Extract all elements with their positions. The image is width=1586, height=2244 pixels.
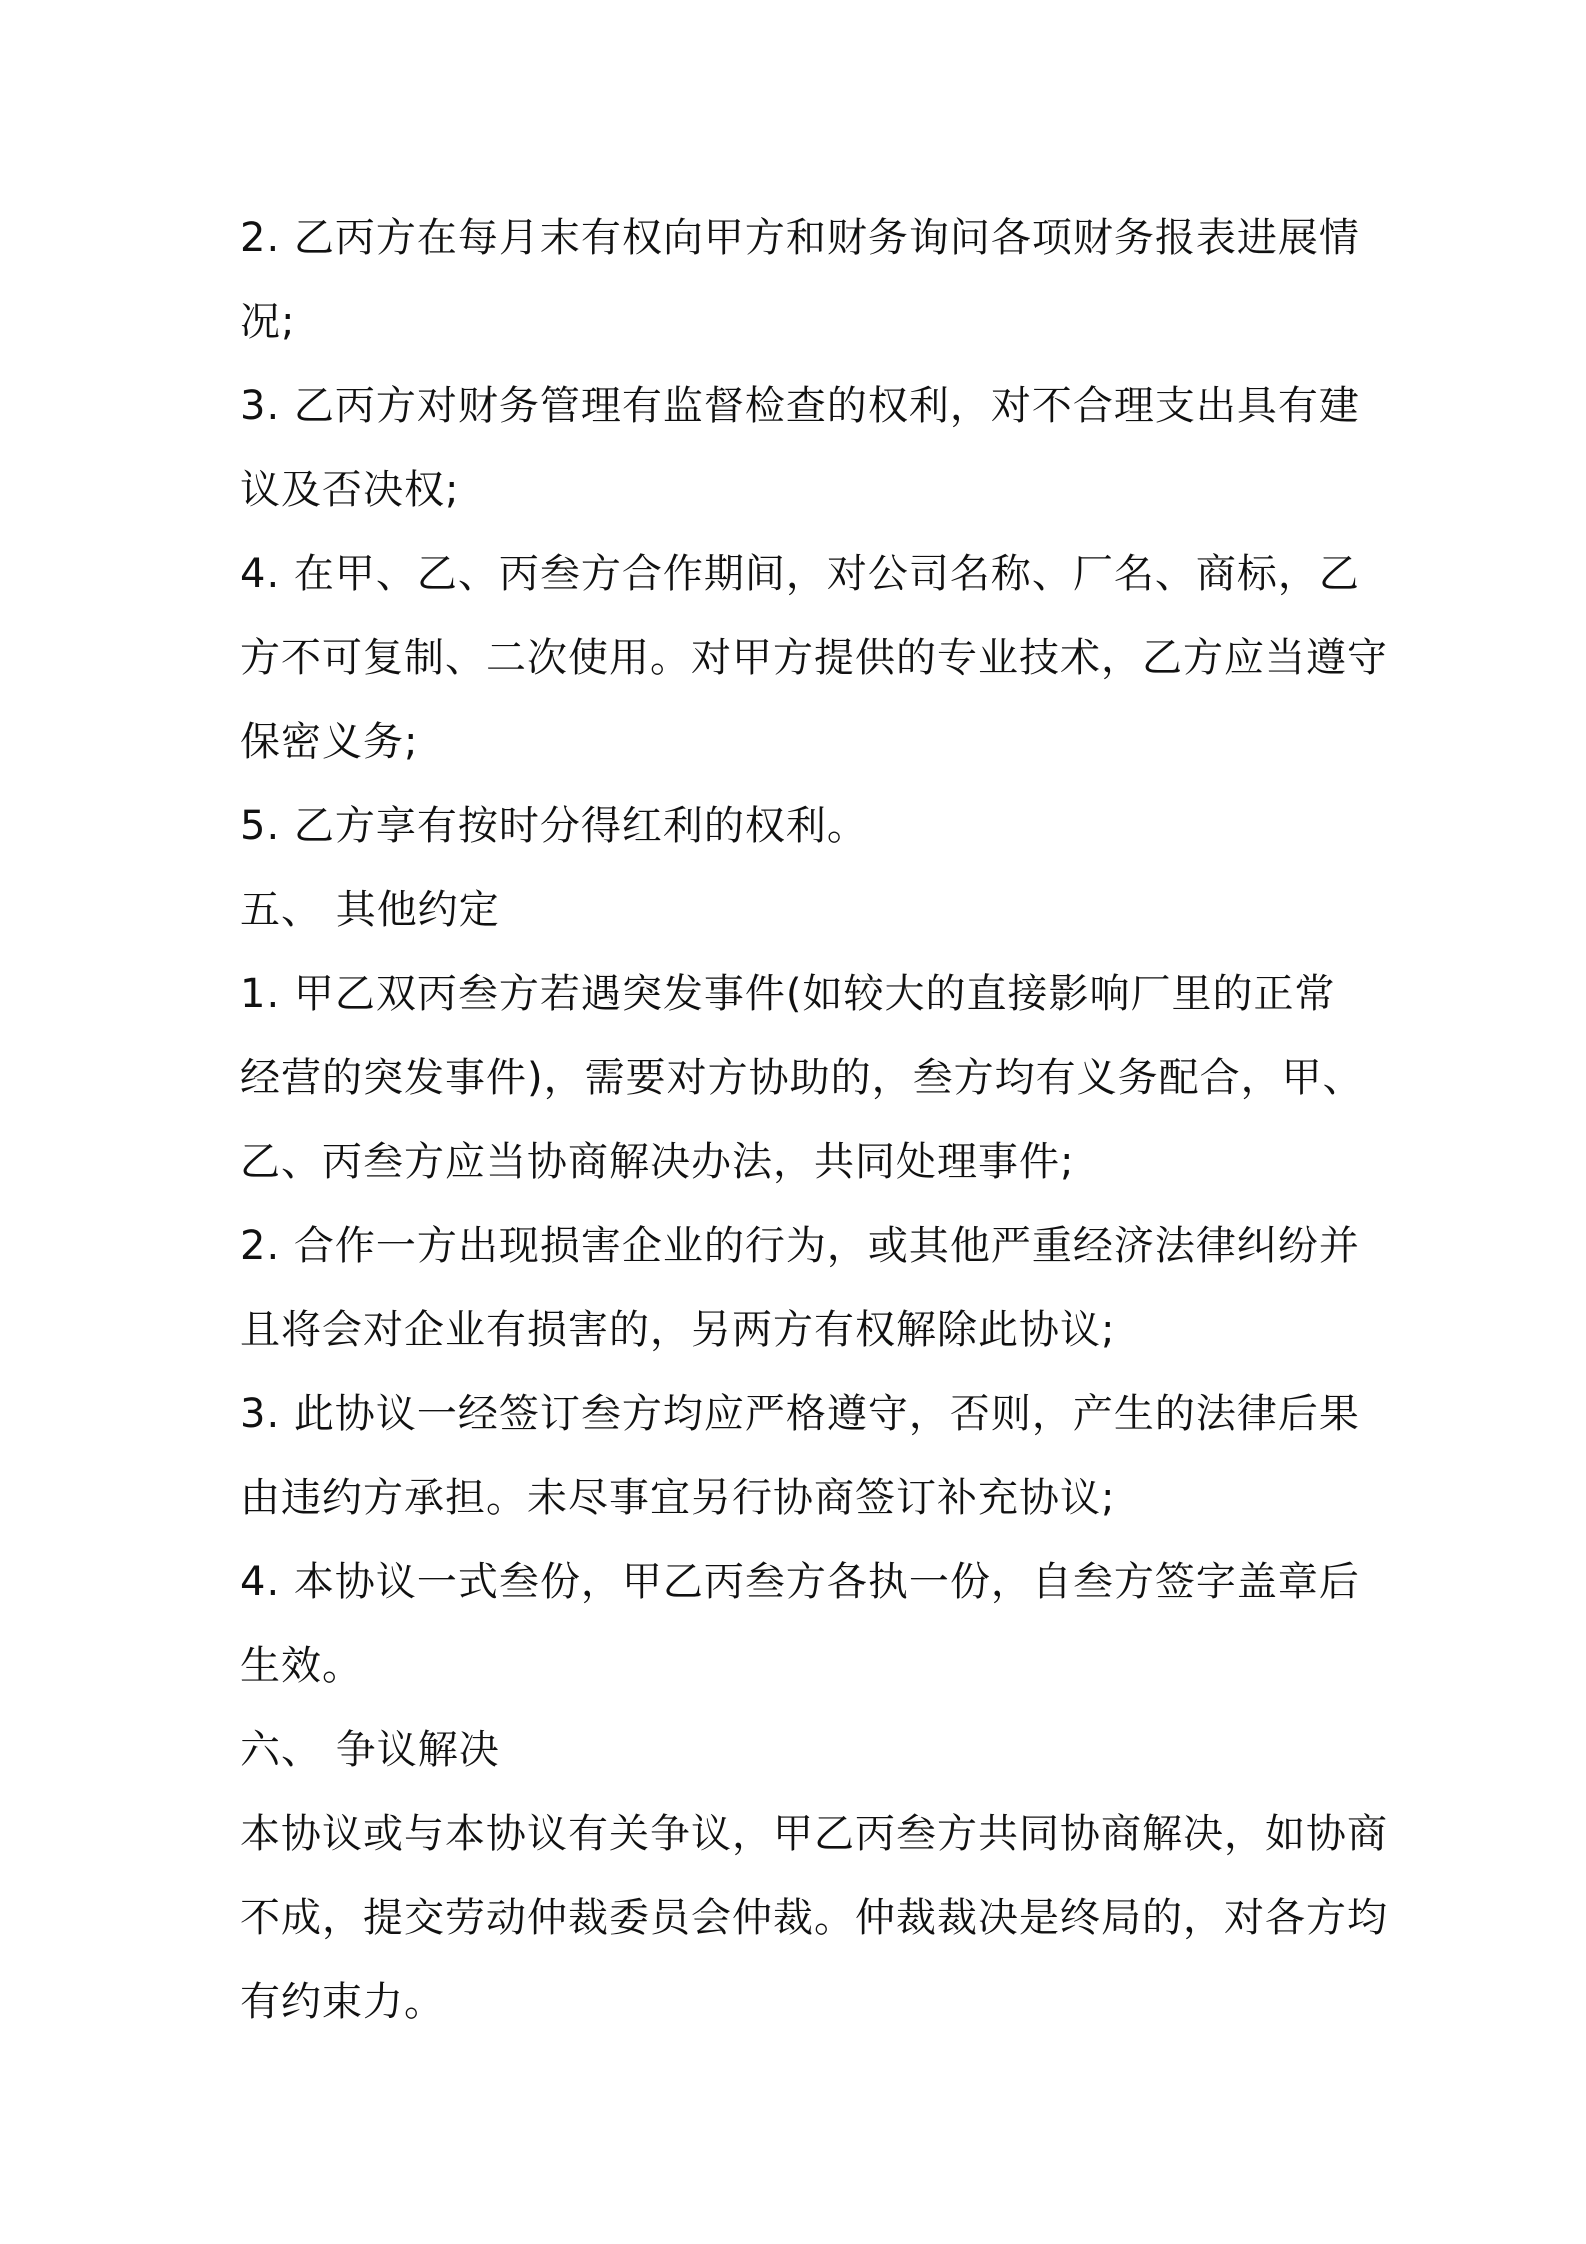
text-line: 2. 乙丙方在每月末有权向甲方和财务询问各项财务报表进展情 — [240, 215, 1360, 261]
document-body — [240, 196, 1388, 2044]
text-line: 况; — [240, 299, 296, 345]
text-line: 且将会对企业有损害的，另两方有权解除此协议; — [240, 1307, 1116, 1353]
text-line: 5. 乙方享有按时分得红利的权利。 — [240, 803, 868, 849]
text-line: 由违约方承担。未尽事宜另行协商签订补充协议; — [240, 1475, 1116, 1521]
section-heading: 六、 争议解决 — [240, 1727, 500, 1773]
text-line: 议及否决权; — [240, 467, 460, 513]
text-line: 保密义务; — [240, 719, 419, 765]
text-line: 乙、丙叁方应当协商解决办法，共同处理事件; — [240, 1139, 1075, 1185]
text-line: 1. 甲乙双丙叁方若遇突发事件(如较大的直接影响厂里的正常 — [240, 971, 1336, 1017]
text-line: 有约束力。 — [240, 1979, 445, 2025]
text-line: 3. 乙丙方对财务管理有监督检查的权利，对不合理支出具有建 — [240, 383, 1360, 429]
text-line: 2. 合作一方出现损害企业的行为，或其他严重经济法律纠纷并 — [240, 1223, 1360, 1269]
text-line: 方不可复制、二次使用。对甲方提供的专业技术，乙方应当遵守 — [240, 635, 1388, 681]
text-line: 4. 在甲、乙、丙叁方合作期间，对公司名称、厂名、商标，乙 — [240, 551, 1360, 597]
text-line: 生效。 — [240, 1643, 363, 1689]
text-line: 不成，提交劳动仲裁委员会仲裁。仲裁裁决是终局的，对各方均 — [240, 1895, 1388, 1941]
text-line: 3. 此协议一经签订叁方均应严格遵守，否则，产生的法律后果 — [240, 1391, 1360, 1437]
text-line: 经营的突发事件)，需要对方协助的，叁方均有义务配合，甲、 — [240, 1055, 1364, 1101]
text-line: 本协议或与本协议有关争议，甲乙丙叁方共同协商解决，如协商 — [240, 1811, 1388, 1857]
section-heading: 五、 其他约定 — [240, 887, 500, 933]
text-line: 4. 本协议一式叁份，甲乙丙叁方各执一份，自叁方签字盖章后 — [240, 1559, 1360, 1605]
